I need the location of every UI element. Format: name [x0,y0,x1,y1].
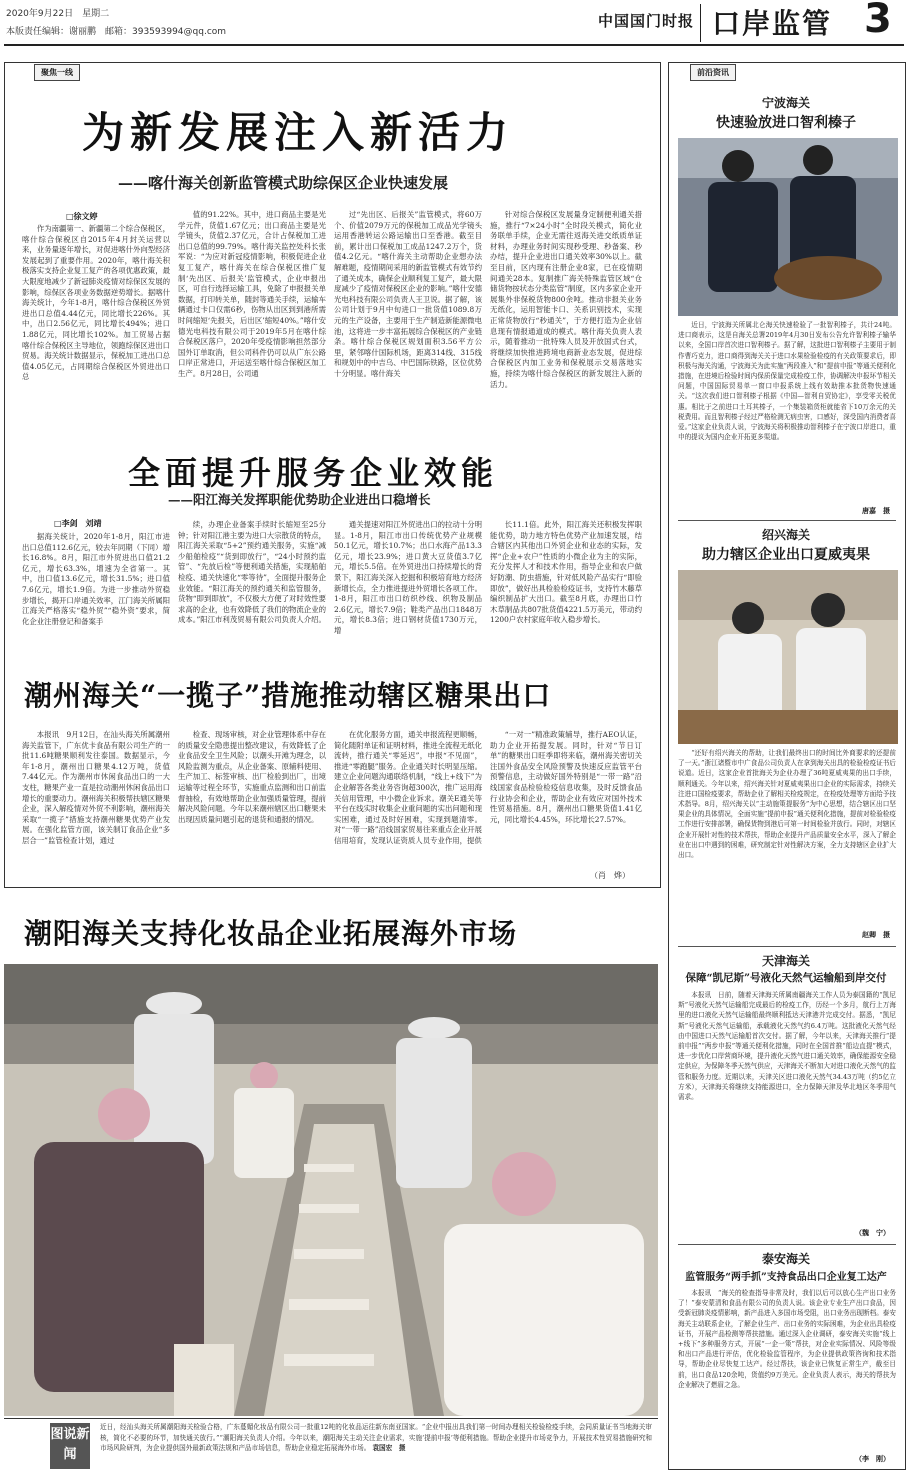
sidebar1-headline: 快速验放进口智利榛子 [716,115,856,131]
article2-col3 [334,520,482,650]
page-number: 3 [864,0,892,42]
article1-col3-text: 过“先出区、后报关”监管模式，将60万个、价值2079万元的保税加工成品光学镜头运用香港转运公路运输出口至香港。截至目前，累计出口保税加工成品1247.2万个，货值4.2亿元。“喀什海关主动帮助企业想办法解难题，疫情期间采用的新监管模式有效节约了通关成本，确保企业顺利复工复产，最大限度减少了疫情对保税区企业的影响。”喀什安德光电科技有限公司负责人王卫说。据了解，该公司计划于9月中旬进口一批货值1089.8万元的生产设备，主要用于生产制造新能源微电池，这将进一步丰富拓展综合保税区的产业链条。喀什综合保税区规划面积3.56平方公里，紧邻喀什国际机场，距离314线、315线和规划中的中吉乌、中巴国际铁路，区位优势十分明显。喀什海关 [334,210,482,378]
article3-col3 [334,730,482,880]
sidebar4-body-text: 本报讯 “海关的检查指导非常及时，我们以后可以放心生产出口业务了！”泰安蒙清和食品有限公司的负责人说。该企业专业生产出口食品，因受新冠肺炎疫情影响，新产品进入多国市场受阻，出口业务出现断档。泰安海关主动联系企业，了解企业生产、出口业务的实际困难，为企业出具检疫证书，开展产品检测等帮扶措施。通过深入企业调研，泰安海关实施“线上+线下”多种服务方式，开展“一企一策”帮扶，对企业实际情况、风险等级和出口产品进行评估，优化检验监管程序，为企业提供政策咨询和技术指导，帮助企业尽快复工达产。经过帮扶，该企业已恢复正常生产，截至目前，出口食品120余吨，货值约9万美元。企业负责人表示，海关的帮扶为企业解决了燃眉之急。 [678,1289,896,1389]
article2-col1 [22,532,170,650]
article3-col1 [22,730,170,880]
article1-headline: 为新发展注入新活力 [82,108,515,157]
sidebar2-kicker: 绍兴海关 [761,528,810,542]
sidebar2-headline: 助力辖区企业出口夏威夷果 [702,547,870,563]
caption-tag: 图说新闻 [50,1423,90,1469]
article1-col1 [22,224,170,420]
caption-text [100,1422,652,1468]
photo-caption-area [4,1418,658,1471]
article4-headline: 潮阳海关支持化妆品企业拓展海外市场 [24,917,518,950]
macadamia-inspection-photo [678,570,898,744]
macadamia-illustration [678,570,898,744]
sidebar4-kicker: 泰安海关 [761,1252,810,1266]
tag-side: 前沿资讯 [690,64,736,81]
article3-col1-text: 本报讯 9月12日，在汕头海关所属潮州海关监管下，广东优卡食品有限公司生产的一批11.6吨糖果顺利发往泰国。数据显示，今年1-8月，潮州出口糖果4.12万吨，货值7.44亿元。作为潮州市休闲食品出口的一大支柱，糖果产业一直是拉动潮州休闲食品出口增长的重要动力。潮州海关积极帮扶辖区糖果企业，深入解疫情对外贸不利影响，潮州海关采取“一揽子”措施支持潮州糖果优势产业发展。在强化监管方面，该关制订食品企业“多层合一”监管检查计划，通过 [22,730,170,845]
article3-col3-text: 在优化服务方面，通关申报流程更顺畅，简化随附单证和证明材料，推进全流程无纸化流转，推行通关“零延迟”，申报“不见面”，推进“零跑腿”服务。企业通关时长明显压缩。建立企业问题沟通联络机制，“线上+线下”为企业解答各类业务咨询超300次，推广运用海关信用管理，中小微企业诉求。潮关E通关等平台在线实时收集企业重问题的实出问题和现实困难，通过及时好困难，实现到题清零。对“一带一路”沿线国家贸易往来重点企业开展信用培育，发现认证资质人员专业作用，提供 [334,730,482,845]
hazelnut-illustration [678,138,898,316]
article2-subhead: ——阳江海关发挥职能优势助企业进出口稳增长 [168,492,431,507]
article2-headline: 全面提升服务企业效能 [128,454,499,492]
masthead-divider [700,4,701,42]
tag-main: 聚焦一线 [34,64,80,81]
sidebar3-body [678,990,896,1226]
article3-signature: （肖 烨） [590,871,630,880]
article1-col2 [178,210,326,420]
sidebar1-body-text: 近日，宁波海关所属北仑海关快速检验了一批智利榛子，共计24吨。进口商表示，这是自海关总署2019年4月30日发布公告允许智利榛子输华以来，全国口岸首次进口智利榛子。据了解，这批进口智利榛子主要用于制作曹巧克力，进口商得到海关关于进口水果检验检疫的有关政策要求后，即积极与海关沟通，宁波海关为此实施“两段准入”和“提前申报”等通关便利化措施，在进境后检验时间内保质保量完成检疫工作，协调解决申报环节相关问题，中国国际贸易单一窗口申报系统上线有效助推本批货物快速通关。“这次我们进口智利榛子根据《中国—智利自贸协定》，享受零关税优惠。相比于之前进口土耳其榛子，一个集装箱货柜就能省下10万余元的关税费用。而且智利榛子经过严格检测无病虫害，口感好，深受国内消费者喜爱。”这家企业负责人说，宁波海关将积极推动智利榛子在宁波口岸进口，重申的提议为国内企业开拓更多渠道。 [678,321,896,442]
article2-col3-text: 通关提速对阳江外贸进出口的拉动十分明显。1-8月，阳江市出口传统优势产业规模50.1亿元，增长10.7%；出口水海产品13.3亿元，增长23.9%；进口黄大豆货值3.7亿元，增长5.5倍。在外贸进出口持续增长的背景下，阳江海关深入挖掘和积极培育地方经济新增长点，全力推进提进外贸增长各项工作。1-8月，阳江市出口纺织纱线、织物及制品2.6亿元，增长7.9倍；鞋类产品出口1848万元，增长8.3倍；进口钢材货值1730万元，增 [334,520,482,635]
article1-subhead: ——喀什海关创新监管模式助综保区企业快速发展 [118,174,449,192]
article2-byline: □李剑 刘靖 [54,518,102,528]
article3-col4 [490,730,642,870]
sidebar1-body [678,320,896,506]
sidebar1-signature: 唐嘉 摄 [862,506,890,515]
sidebar4-headline: 监管服务“两手抓”支持食品出口企业复工达产 [685,1272,887,1283]
sidebar3-headline: 保障“凯尼斯”号液化天然气运输船到岸交付 [685,972,887,984]
sidebar4-signature: （李 刚） [855,1454,890,1463]
caption-credit: 袁国宏 摄 [372,1444,406,1452]
editor-info: 本版责任编辑：谢丽鹏 邮箱：393593994@qq.com [6,27,227,37]
article1-col1-text: 作为南疆第一、新疆第二个综合保税区，喀什综合保税区自2015年4月封关运营以来，业务量逐年增长，对促进喀什外向型经济发展起到了重要作用。2020年，喀什海关积极落实支持企业复工复产的各项优惠政策，最大限度地减少了新冠肺炎疫情对综保区发展的影响，综保区各项业务数据逆势增长。据喀什海关统计，今年1-8月，喀什综合保税区外贸进出口总值4.44亿元，同比增长226%。其中，出口2.56亿元，同比增长494%；进口1.88亿元，同比增长102%。加工贸易占据喀什综合保税区主导地位，领跑综保区进出口贸易。海关统计数据显示，保税加工进出口总值4.05亿元，占同期综合保税区外贸进出口总 [22,224,170,382]
article3-col2-text: 检查、现场审核，对企业管理体系中存在的质量安全隐患提出整改建议，有效降低了企业食品安全卫生风险；以潮头开滩为理念，以风险监测为重点，从企业备案、原辅料使用、生产加工、标签审核、出厂检验到出厂，出境运输等过程全环节，实施重点监测和出口前监督抽检，有效地帮助企业加强质量管理，提前解决风险问题。今年以来潮州辖区出口糖果未出现因质量问题引起的退货和通报的情况。 [178,730,326,824]
sidebar1-kicker: 宁波海关 [761,96,810,110]
article1-col4-text: 针对综合保税区发展量身定制便利通关措施，推行“7×24小时”全时段关模式，简化业务联单手续，企业无需往返海关进交纸质单证材料，办理业务时间实现秒受理、秒备案、秒办结，提升企业进出口通关效率30%以上。截至目前，区内现有注册企业8家，已在疫情期间通关28本。复制推广海关特殊监管区域“仓储货物按状态分类监管”制度，区内多家企业开展集外非保税货物800余吨。推动非报关业务无纸化，运用智能卡口、关系识别技术，实现正常货物放行“秒通关”，于方便打造为企业信息现有情报通道成的模式。喀什海关负责人表示，随着推动一批特殊人员及开放国式台式，将继续加快推进跨境电商新业态发展，促进综合保税区内加工业务和保税展示交易落地实施，持续为喀什综合保税区的新发展注入新的活力。 [490,210,642,389]
article2-col2-text: 续，办理企业备案手续时长缩短至25分钟；针对阳江港主要为进口大宗散货的特点，阳江海关采取“5+2”预约通关服务，实施“减少船舶检疫”“货到即放行”，“24小时预约监管”、“先放后检”等便利通关措施，实现船舶检疫、通关快速化“零等待”，全面提升服务企业效能。“阳江海关的预约通关和监管服务，货物“即到即放”，不仅极大方便了对时效性要求高的企业，也有效降低了我们的物流企业的成本。”阳江市利茂贸易有限公司负责人介绍。 [178,520,326,625]
article3-col2 [178,730,326,880]
issue-date: 2020年9月22日 星期二 [6,9,110,19]
paper-name: 中国国门时报 [598,12,695,30]
cosmetics-factory-photo [4,964,658,1416]
masthead-rule [4,44,904,46]
sidebar3-signature: （魏 宁） [855,1228,890,1237]
article2-col4 [490,520,642,650]
article3-col4-text: “一对一”精准政策辅导，推行AEO认证，助力企业开拓提发展。同时，针对“节日订单”的糖果出口旺季即将来临，潮州海关密切关注国外食品安全风险预警及快速反应监管平台预警信息，主动做好国外特别是“一带一路”沿线国家食品检验检疫信息收集，及时反馈食品行业协会和企业，帮助企业有效应对国外技术性贸易措施。8月，潮州出口糖果货值1.41亿元，同比增长4.45%，环比增长27.57%。 [490,730,642,824]
article2-col2 [178,520,326,650]
article3-headline: 潮州海关“一揽子”措施推动辖区糖果出口 [24,679,552,712]
sidebar2-signature: 赵卿 摄 [862,930,890,939]
factory-illustration [4,964,658,1416]
article1-byline: □徐文婷 [66,211,98,221]
sidebar-divider-2 [678,946,896,947]
sidebar-divider-1 [678,520,896,521]
sidebar2-body [678,748,896,928]
sidebar3-body-text: 本报讯 日前，随着天津海关所属南疆海关工作人员为泰国籍的“凯尼斯”号液化天然气运输船完成最后的检疫工作，历经一个多月，航行上万海里的进口液化天然气运输船最终顺利抵达天津港并完成交付。据悉，“凯尼斯”号液化天然气运输船，承载液化天然气约6.4万吨。这批液化天然气经由中国进口天然气运输船首次交付。据了解，今年以来，天津海关推行“提前申报”“两步申报”等通关便利化措施，同时在全国首推“船边直提”模式，进一步优化口岸营商环境，提升液化天然气进口通关效率，确保能源安全稳定供应，为保障冬季天然气供应，天津海关不断加大对进口液化天然气的监管和服务力度。近期以来，天津关区进口液化天然气34.43万吨（约5亿立方米），天津海关将继续支持能源进口，全力保障天津及华北地区冬季用气需求。 [678,991,896,1102]
article2-col1-text: 据海关统计，2020年1-8月，阳江市进出口总值112.6亿元，较去年同期（下同）增长16.8%。8月，阳江市外贸进出口值21.2亿元，增长63.3%，增速为全省第一。其中，出口值13.6亿元，增长31.5%；进口值7.6亿元，增长1.9倍。为进一步推动外贸稳步增长，揭开口岸通关效率，江门海关所属阳江海关严格落实“稳外贸”“稳外资”要求，简化企业注册登记和备案手 [22,532,170,626]
article1-col4 [490,210,642,420]
article1-col2-text: 值的91.22%。其中，进口商品主要是光学元件，货值1.67亿元；出口商品主要是光学镜头，货值2.37亿元，合计占保税加工进出口总值的99.79%。喀什海关监控处科长张军说：“为应对新冠疫情影响，积极促进企业复工复产，喀什海关在综合保税区推广复制‘先出区、后报关’监管模式，企业申报出区，可自行选择运输工具，免除了申报报关单数据，打印转关单，随封等通关手续，运输车辆通过卡口仅需6秒，伤物从出区到到港所需时间缩短‘先报关，后出区’缩短40%。”喀什安德光电科技有限公司于2019年5月在喀什综合保税区落户，2020年受疫情影响担然部分国外订单取消，但公司科件仍可以从广东公路口岸正常进口，开运送至喀什综合保税区加工生产。8月28日，公司通 [178,210,326,378]
section-title: 口岸监管 [712,7,833,40]
sidebar-divider-3 [678,1244,896,1245]
caption-body: 近日，经汕头海关所属潮阳海关检验合格，广东蔓媚化妆品有限公司一批重12吨的化妆品运往新东南亚国家。“企业中报出具我们第一时间办理相关检验检疫手续，会同质量证书当地海关审核，简化不必要的环节，加快通关放行。”“潮阳海关负责人介绍。今年以来，潮阳海关主动关注企业需求，实施‘提前申报’等便利措施。帮助企业提升市场竞争力，开展技术性贸易措施研究和市场风险研判，为企业提供国外最新政策法规和产品市场信息，帮助企业稳定拓展海外市场。 [100,1423,652,1452]
sidebar3-kicker: 天津海关 [761,954,810,968]
sidebar4-body [678,1288,896,1452]
sidebar2-body-text: “还好有绍兴海关的帮助，让我们最终出口的时间比外商要求的还提前了一天。”浙江诸暨市中广食品公司负责人在拿到海关出具的检验检疫证书后说道。近日，这家企业首批海关为企业办理了36吨夏威夷果的出口手续，顺利通关。今年以来，绍兴海关针对夏威夷果出口企业的实际需求，持续关注进口国检疫要求，帮助企业了解相关检疫规定，在检疫处理等方面给予技术指导。8月，绍兴海关以“主动施策提服务”为中心思想，结合辖区出口坚果企业的具体情况，全面实施“提前申报”通关便利化措施，提前对检验检疫工作进行安排部署，确保货物到港后可第一时间检验并放行。同时，对辖区企业开展针对性的技术帮扶，帮助企业提升产品质量安全水平，深入了解企业在出口中遇到的困难，研究制定针对性解决方案，全力支持辖区企业扩大出口。 [678,749,896,860]
article1-col3 [334,210,482,420]
hazelnut-inspection-photo [678,138,898,316]
article2-col4-text: 长11.1倍。此外，阳江海关还积极发挥职能优势，助力地方特色优势产业加速发展，结合辖区内其他出口外贸企业和业态的实际，发挥“企业+农户”性质的小微企业为主的实际，充分发挥人才和技术作用，指导企业和农户做好防潮、防虫措施，针对低风险产品实行“即验即放”，做好出具检验检疫证书，支持竹木藤草编织制品扩大出口。截至8月底，办理出口竹木草制品共807批货值4221.5万美元，带动约1200户农村家庭年收入稳步增长。 [490,520,642,625]
